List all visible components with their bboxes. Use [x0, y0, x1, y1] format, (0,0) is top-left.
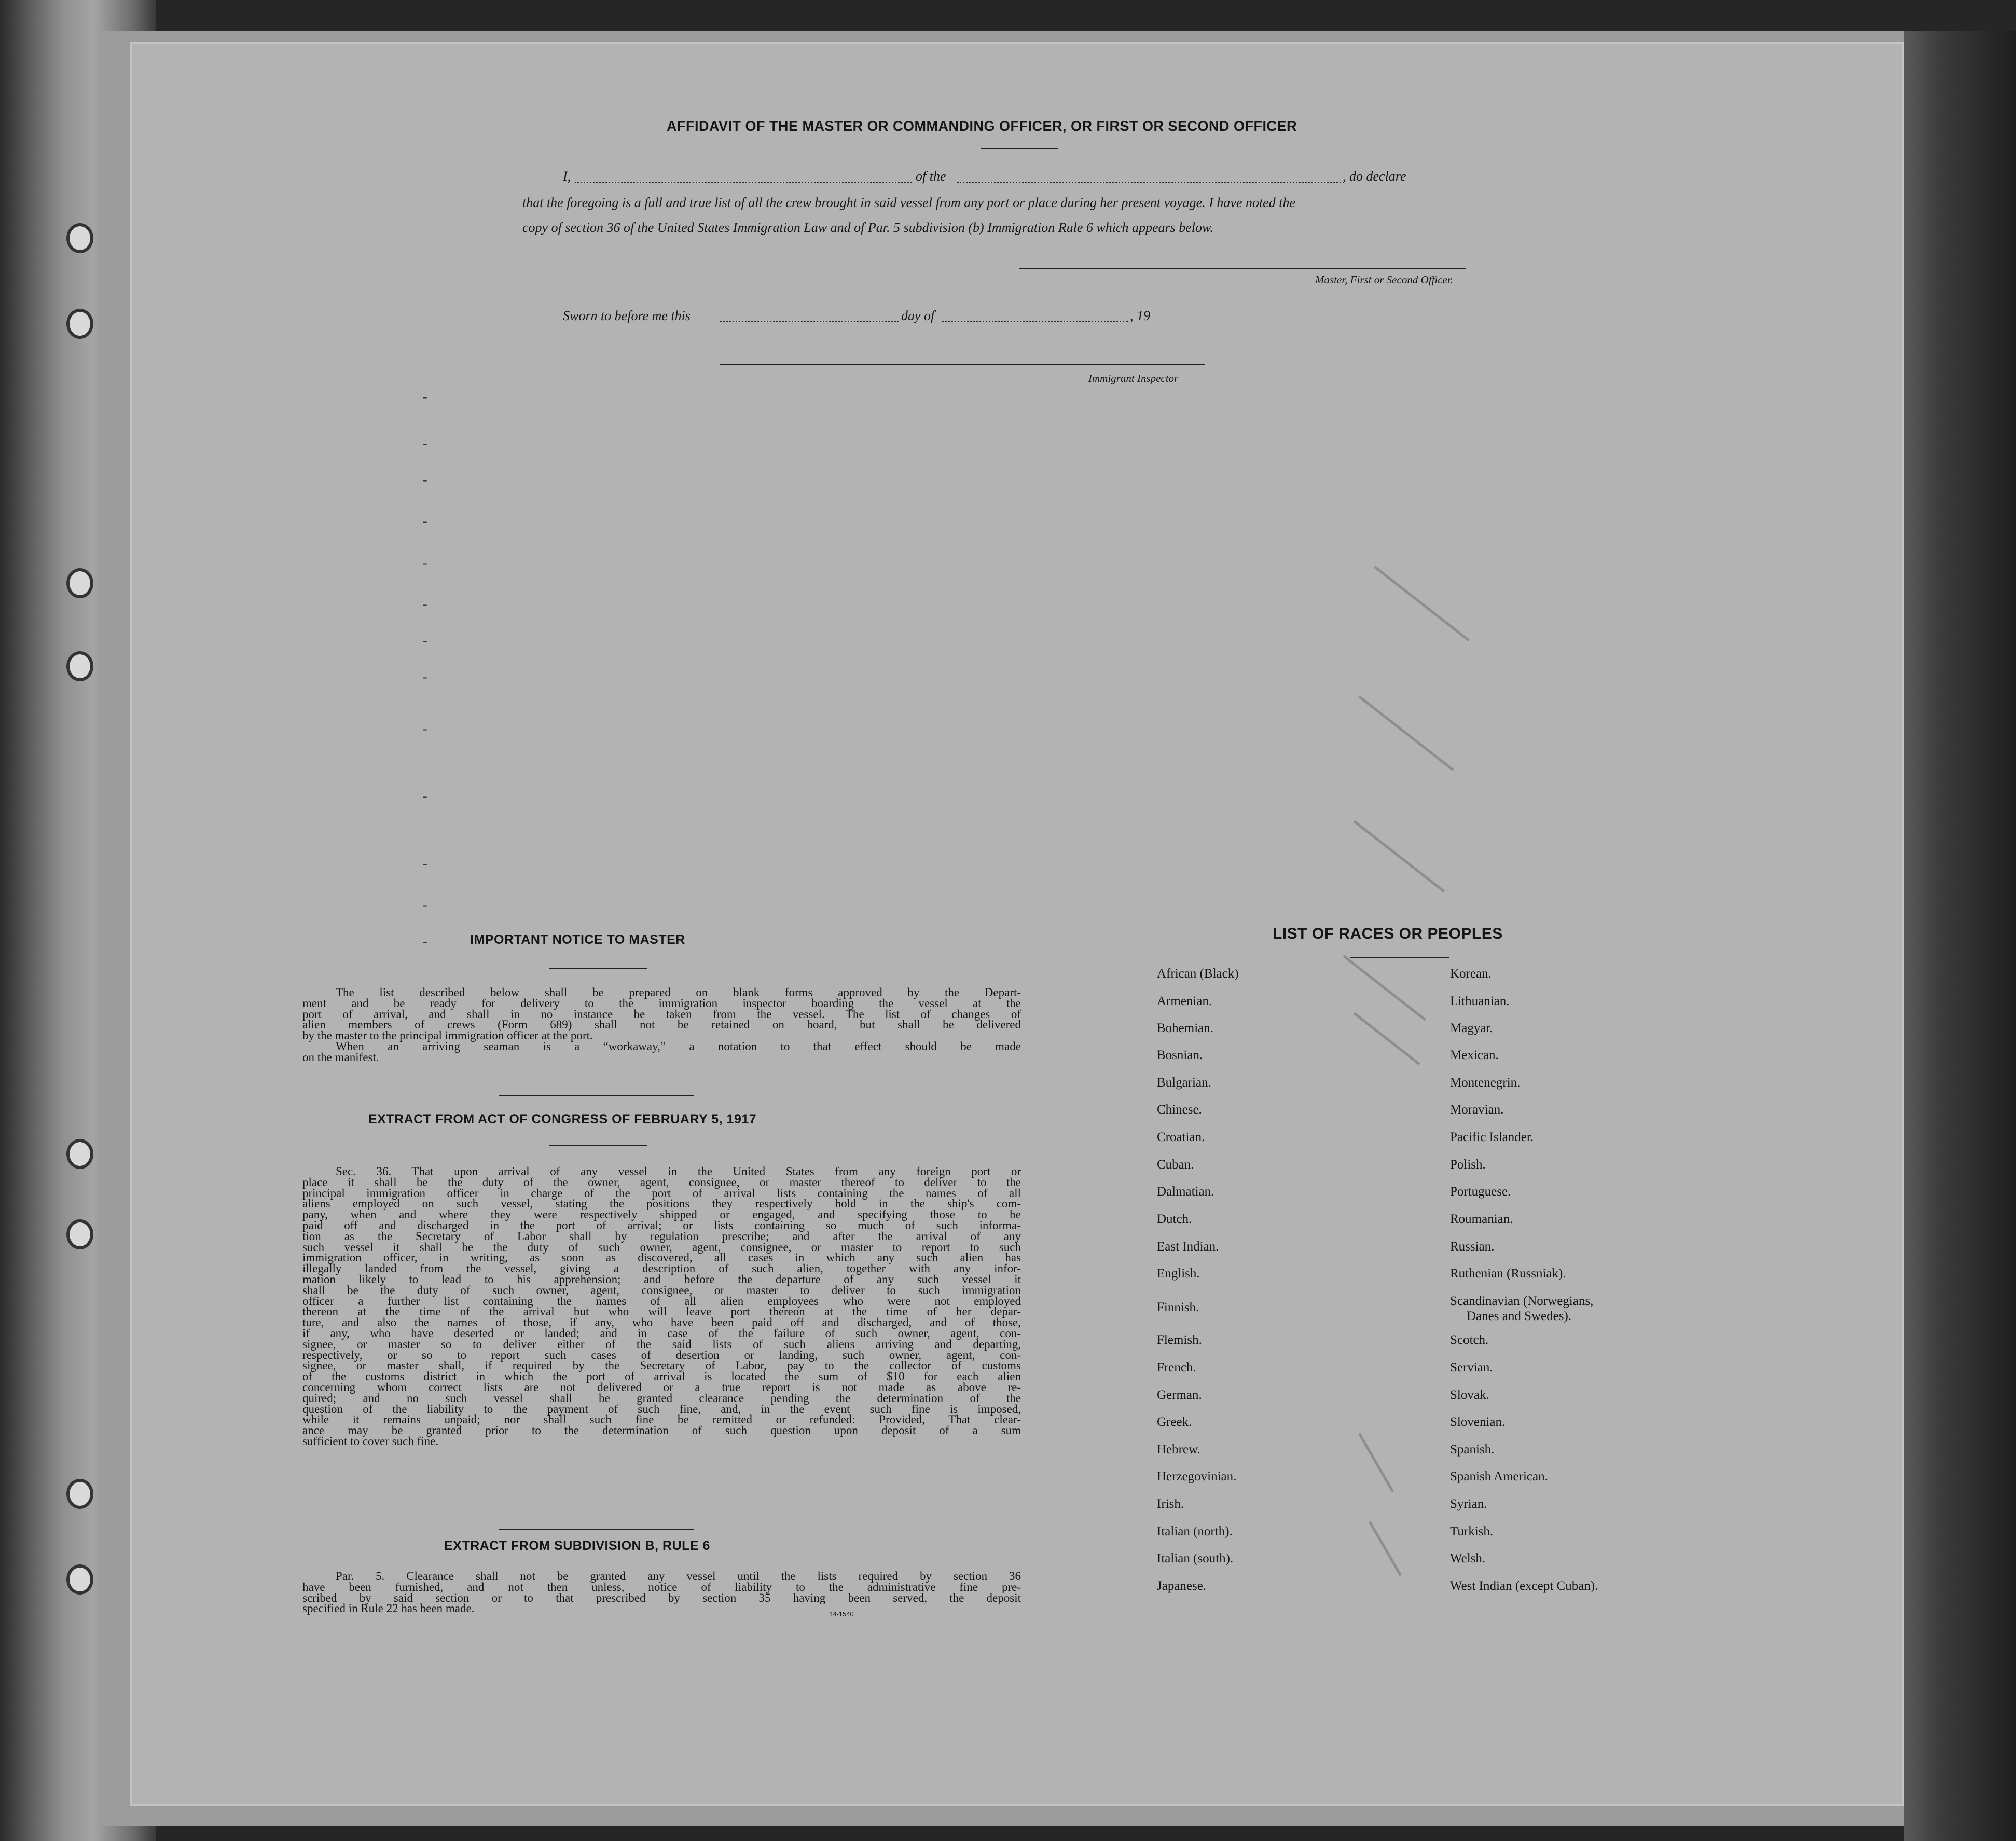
inspector-signature-line: [720, 364, 1205, 365]
race-item: Italian (south).: [1157, 1551, 1234, 1565]
binder-hole: [66, 1564, 93, 1595]
races-title: LIST OF RACES OR PEOPLES: [1273, 925, 1503, 942]
race-item: Welsh.: [1450, 1551, 1486, 1565]
sworn-label: Sworn to before me this: [563, 308, 691, 323]
pencil-stroke: [1374, 566, 1469, 642]
pencil-stroke: [1353, 820, 1444, 892]
bleed-mark: -: [423, 789, 427, 804]
act-extract-text: [302, 1166, 1021, 1447]
text-line: respectively, or so to report such cases of desertion or landing, such owner, agent, con-: [302, 1348, 1021, 1362]
text-line: signee, or master shall, if required by the Secretary of Labor, pay to the collector of customs: [302, 1359, 1021, 1372]
race-item: Slovenian.: [1450, 1415, 1506, 1429]
text-line: of the customs district in which the port of arrival is located the sum of $10 for each alien: [302, 1370, 1021, 1383]
bleed-mark: -: [423, 389, 427, 404]
race-item: Spanish American.: [1450, 1469, 1548, 1483]
vessel-name-line: [957, 182, 1341, 183]
race-item: Syrian.: [1450, 1497, 1487, 1511]
text-line: place it shall be the duty of the owner, agent, consignee, or master thereof to deliver to the: [302, 1175, 1021, 1189]
text-line: question of the liability to the payment of such fine, and, in the event such fine is imposed,: [302, 1402, 1021, 1416]
act-extract-title: EXTRACT FROM ACT OF CONGRESS OF FEBRUARY 5, 1917: [368, 1112, 757, 1126]
races-underline: [1350, 957, 1449, 958]
title-underline: [981, 148, 1058, 149]
text-line: Par. 5. Clearance shall not be granted any vessel until the lists required by section 36: [336, 1570, 1021, 1583]
binder-hole: [66, 309, 93, 339]
race-item: Flemish.: [1157, 1333, 1202, 1347]
text-line: ance may be granted prior to the determination of such question upon deposit of a sum: [302, 1424, 1021, 1437]
text-line: The list described below shall be prepared on blank forms approved by the Depart-: [336, 986, 1021, 999]
text-line: pany, when and where they were respectively shipped or engaged, and specifying those to be: [302, 1208, 1021, 1221]
race-item: Greek.: [1157, 1415, 1192, 1429]
race-item: Dalmatian.: [1157, 1185, 1214, 1199]
affidavit-line-1: that the foregoing is a full and true list of all the crew brought in said vessel from any port or place during her present voyage. I have noted the: [522, 195, 1295, 210]
text-line: specified in Rule 22 has been made.: [302, 1602, 475, 1615]
form-number: 14-1540: [829, 1610, 854, 1618]
text-line: while it remains unpaid; nor shall such fine be remitted or refunded: Provided, That clear-: [302, 1413, 1021, 1426]
inspector-label: Immigrant Inspector: [1088, 372, 1179, 384]
text-line: quired; and no such vessel shall be granted clearance pending the determination of the: [302, 1391, 1021, 1405]
race-item: Lithuanian.: [1450, 994, 1510, 1008]
bleed-mark: -: [423, 555, 427, 570]
race-item: Moravian.: [1450, 1103, 1504, 1117]
race-item: Chinese.: [1157, 1103, 1202, 1117]
text-line: immigration officer, in writing, as soon as discovered, all cases in which any such alien has: [302, 1251, 1021, 1265]
race-item: East Indian.: [1157, 1240, 1219, 1254]
manifest-page: [130, 42, 1904, 1806]
pencil-stroke: [1358, 1433, 1394, 1492]
act-extract-underline: [549, 1145, 647, 1146]
bleed-mark: -: [423, 597, 427, 612]
pencil-stroke: [1358, 696, 1454, 772]
bleed-mark: -: [423, 856, 427, 871]
text-line: tion as the Secretary of Labor shall by regulation prescribe; and after the arrival of any: [302, 1229, 1021, 1243]
race-item: African (Black): [1157, 967, 1239, 981]
race-item: Japanese.: [1157, 1579, 1207, 1593]
text-line: on the manifest.: [302, 1050, 379, 1064]
race-item: Russian.: [1450, 1240, 1495, 1254]
text-line: illegally landed from the vessel, giving a description of such alien, together with any infor-: [302, 1262, 1021, 1275]
race-item: Croatian.: [1157, 1130, 1205, 1144]
bleed-mark: -: [423, 436, 427, 451]
day-of-label: day of: [901, 308, 935, 323]
bleed-mark: -: [423, 514, 427, 529]
race-item: Bosnian.: [1157, 1048, 1203, 1062]
bleed-mark: -: [423, 633, 427, 648]
race-item: Slovak.: [1450, 1388, 1489, 1402]
sworn-month-line: [942, 321, 1128, 322]
text-line: if any, who have deserted or landed; and in case of the failure of such owner, agent, con-: [302, 1326, 1021, 1340]
binder-hole: [66, 651, 93, 681]
rule-extract-text: [302, 1571, 1021, 1614]
race-item: Hebrew.: [1157, 1442, 1200, 1457]
race-item: Scandinavian (Norwegians,: [1450, 1294, 1594, 1308]
text-line: scribed by said section or to that prescribed by section 35 having been served, the deposit: [302, 1591, 1021, 1604]
declarant-label: I,: [563, 169, 571, 184]
race-item: Cuban.: [1157, 1158, 1194, 1172]
race-item: Ruthenian (Russniak).: [1450, 1267, 1566, 1281]
binder-hole: [66, 1479, 93, 1509]
affidavit-title: AFFIDAVIT OF THE MASTER OR COMMANDING OFFICER, OR FIRST OR SECOND OFFICER: [667, 118, 1297, 134]
bleed-mark: -: [423, 934, 427, 949]
race-item: Italian (north).: [1157, 1524, 1233, 1538]
text-line: mation likely to lead to his apprehension; and before the departure of any such vessel it: [302, 1272, 1021, 1286]
of-the-label: of the: [916, 169, 946, 184]
binder-hole: [66, 568, 93, 598]
race-item: Polish.: [1450, 1158, 1486, 1172]
binder-hole: [66, 223, 93, 253]
master-signature-label: Master, First or Second Officer.: [1315, 273, 1453, 286]
text-line: by the master to the principal immigration officer at the port.: [302, 1029, 593, 1042]
rule-extract-title: EXTRACT FROM SUBDIVISION B, RULE 6: [444, 1538, 710, 1553]
do-declare-label: , do declare: [1343, 169, 1406, 184]
pencil-stroke: [1353, 1012, 1420, 1065]
bleed-mark: -: [423, 721, 427, 736]
text-line: ment and be ready for delivery to the immigration inspector boarding the vessel at the: [302, 996, 1021, 1010]
pencil-stroke: [1369, 1521, 1402, 1576]
text-line: concerning whom correct lists are not delivered or a true report is not made as above re-: [302, 1380, 1021, 1394]
race-item: Irish.: [1157, 1497, 1184, 1511]
race-item: Dutch.: [1157, 1212, 1192, 1226]
text-line: sufficient to cover such fine.: [302, 1434, 439, 1448]
notice-title: IMPORTANT NOTICE TO MASTER: [470, 932, 685, 947]
text-line: paid off and discharged in the port of arrival; or lists containing so much of such informa-: [302, 1218, 1021, 1232]
text-line: such vessel it shall be the duty of such owner, agent, consignee, or master to report to such: [302, 1240, 1021, 1254]
race-item: Magyar.: [1450, 1021, 1493, 1035]
race-item: Montenegrin.: [1450, 1076, 1521, 1090]
text-line: officer a further list containing the names of all alien employees who were not employed: [302, 1294, 1021, 1308]
text-line: When an arriving seaman is a “workaway,” a notation to that effect should be made: [336, 1039, 1021, 1053]
affidavit-line-2: copy of section 36 of the United States Immigration Law and of Par. 5 subdivision (b) Immigration Rule 6 which appears below.: [522, 220, 1213, 235]
master-signature-line: [1019, 268, 1466, 269]
race-item: Bulgarian.: [1157, 1076, 1211, 1090]
race-item: West Indian (except Cuban).: [1450, 1579, 1598, 1593]
binder-hole: [66, 1139, 93, 1169]
text-line: alien members of crews (Form 689) shall not be retained on board, but shall be delivered: [302, 1018, 1021, 1032]
text-line: ture, and also the names of those, if any, who have been paid off and discharged, and of those,: [302, 1316, 1021, 1329]
text-line: have been furnished, and not then unless, notice of liability to the administrative fine pre-: [302, 1580, 1021, 1593]
year-label: , 19: [1130, 308, 1150, 323]
race-item: Herzegovinian.: [1157, 1469, 1237, 1483]
race-item: Korean.: [1450, 967, 1492, 981]
bleed-mark: -: [423, 472, 427, 487]
pencil-stroke: [1343, 955, 1426, 1021]
text-line: port of arrival, and shall in no instance be taken from the vessel. The list of changes of: [302, 1007, 1021, 1021]
race-item: Scotch.: [1450, 1333, 1489, 1347]
binder-hole: [66, 1219, 93, 1249]
race-item: French.: [1157, 1361, 1196, 1375]
section-divider: [499, 1529, 694, 1530]
race-item: Spanish.: [1450, 1442, 1495, 1457]
race-item: Turkish.: [1450, 1524, 1494, 1538]
race-item: Bohemian.: [1157, 1021, 1214, 1035]
race-item: Armenian.: [1157, 994, 1212, 1008]
race-item: Mexican.: [1450, 1048, 1499, 1062]
text-line: Sec. 36. That upon arrival of any vessel in the United States from any foreign port or: [336, 1165, 1021, 1178]
bleed-mark: -: [423, 669, 427, 684]
notice-underline: [549, 968, 647, 969]
text-line: aliens employed on such vessel, stating the positions they respectively hold in the ship's com-: [302, 1197, 1021, 1211]
right-margin: [1904, 31, 2016, 1841]
race-item: English.: [1157, 1267, 1200, 1281]
sworn-day-line: [720, 321, 899, 322]
text-line: principal immigration officer in charge of the port of arrival lists containing the names of all: [302, 1186, 1021, 1200]
declarant-name-line: [575, 182, 912, 183]
race-item: German.: [1157, 1388, 1202, 1402]
text-line: shall be the duty of such owner, agent, consignee, or master to deliver to such immigration: [302, 1283, 1021, 1297]
race-item: Pacific Islander.: [1450, 1130, 1534, 1144]
race-item: Portuguese.: [1450, 1185, 1511, 1199]
race-item: Roumanian.: [1450, 1212, 1513, 1226]
text-line: signee, or master so to deliver either of the said lists of such aliens arriving and departing,: [302, 1337, 1021, 1351]
section-divider: [499, 1095, 694, 1096]
race-item: Finnish.: [1157, 1300, 1199, 1314]
text-line: thereon at the time of the arrival but who will leave port thereon at the time of her depar-: [302, 1305, 1021, 1318]
race-item: Danes and Swedes).: [1467, 1309, 1572, 1323]
bleed-mark: -: [423, 898, 427, 913]
notice-text: [302, 987, 1021, 1063]
race-item: Servian.: [1450, 1361, 1493, 1375]
